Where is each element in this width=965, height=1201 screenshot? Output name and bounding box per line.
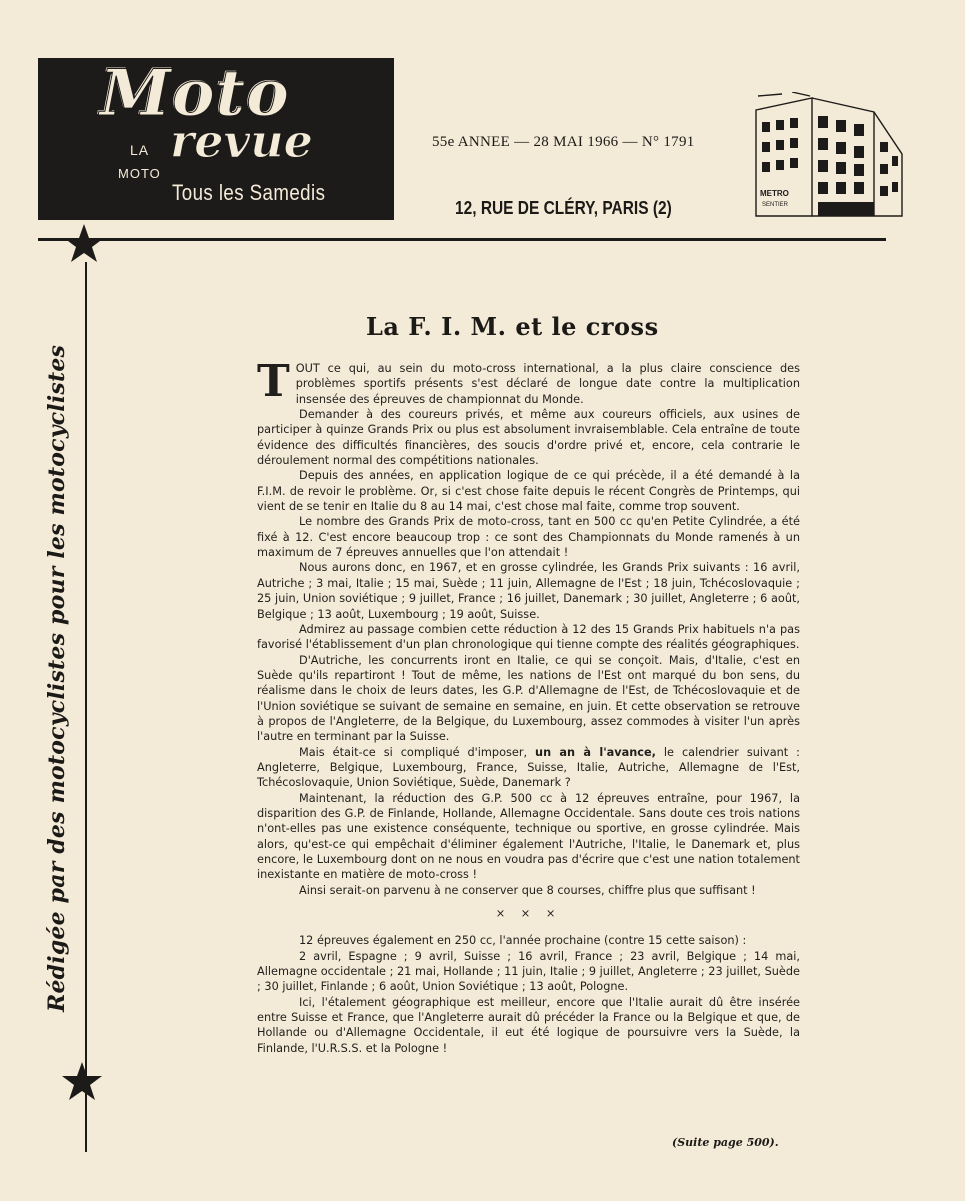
issue-info: 55e ANNEE — 28 MAI 1966 — N° 1791 (432, 134, 695, 150)
continued-note: (Suite page 500). (672, 1136, 779, 1149)
article-paragraph: Ainsi serait-on parvenu à ne conserver que 8 courses, chiffre plus que suffisant ! (299, 883, 756, 897)
masthead-logo (38, 58, 394, 220)
article-paragraph: 12 épreuves également en 250 cc, l'année prochaine (contre 15 cette saison) : (299, 934, 747, 948)
article-paragraph: Maintenant, la réduction des G.P. 500 cc à 12 épreuves entraîne, pour 1967, la disparition des G.P. de Finlande, Hollande, Allemagne Occidentale. Sans doute ces trois nations n'ont-elles pas une existence conséquente, technique ou sportive, en grosse cylindrée. Mais alors, qu'est-ce qui empêchait d'éliminer également l'Autriche, l'Italie, le Danemark et, plus encore, le Luxembourg dont on ne nous en voudra pas d'écrire que c'est une nation totalement inexistante en matière de moto-cross ! (257, 791, 800, 882)
article-paragraph: 2 avril, Espagne ; 9 avril, Suisse ; 16 avril, France ; 23 avril, Belgique ; 14 mai, Allemagne occidentale ; 21 mai, Hollande ; 11 juin, Italie ; 9 juillet, Angleterre ; 23 juillet, Suède ; 30 juillet, Finlande ; 6 août, Union Soviétique ; 13 août, Pologne. (257, 949, 800, 994)
sidebar-slogan: Rédigée par des motocyclistes pour les motocyclistes (44, 344, 70, 1012)
sentier-sign: SENTIER (762, 202, 789, 208)
article-body (257, 356, 800, 1056)
metro-sign: METRO (760, 189, 789, 198)
logo-moto-text: Moto (100, 56, 290, 131)
publisher-address: 12, RUE DE CLÉRY, PARIS (2) (455, 198, 672, 218)
section-separator: × × × (495, 907, 562, 921)
article-paragraph: Admirez au passage combien cette réduction à 12 des 15 Grands Prix habituels n'a pas favorisé l'établissement d'un plan chronologique qui tienne compte des réalités géographiques. (257, 622, 800, 652)
article-paragraph: Mais était-ce si compliqué d'imposer, un an à l'avance, le calendrier suivant : Angleterre, Belgique, Luxembourg, France, Suisse, Italie, Autriche, Allemagne de l'Est, Tchécoslovaquie, Union Soviétique, Suède, Danemark ? (257, 745, 800, 790)
article-title: La F. I. M. et le cross (366, 312, 659, 341)
logo-revue-text: revue (170, 114, 313, 168)
star-ornament-icon (60, 1060, 104, 1104)
side-rule (85, 262, 87, 1152)
logo-moto-small-text: MOTO (118, 166, 161, 181)
star-ornament-icon (62, 222, 106, 266)
emphasis-text: un an à l'avance, (535, 745, 656, 759)
article-paragraph: Nous aurons donc, en 1967, et en grosse cylindrée, les Grands Prix suivants : 16 avril, Autriche ; 3 mai, Italie ; 15 mai, Suède ; 11 juin, Allemagne de l'Est ; 18 juin, Tchécoslovaquie ; 25 juin, Union soviétique ; 9 juillet, France ; 16 juillet, Danemark ; 30 juillet, Angleterre ; 6 août, Belgique ; 13 août, Luxembourg ; 19 août, Suisse. (257, 561, 800, 621)
article-paragraph: Depuis des années, en application logique de ce qui précède, il a été demandé à la F.I.M. de revoir le problème. Or, si c'est chose faite depuis le récent Congrès de Printemps, qui vient de se tenir en Italie du 8 au 14 mai, c'est chose mal faite, comme trop souvent. (257, 469, 800, 514)
header-rule (38, 238, 886, 241)
article-paragraph: D'Autriche, les concurrents iront en Italie, ce qui se conçoit. Mais, d'Italie, c'est en Suède qu'ils repartiront ! Tout de même, les nations de l'Est ont marqué du bon sens, du réalisme dans le choix de leurs dates, les G.P. d'Allemagne de l'Est, de Tchécoslovaquie et de l'Union soviétique se suivant de semaine en semaine, en juin. Et cette observation se retrouve à propos de l'Angleterre, de la Belgique, du Luxembourg, assez commodes à visiter l'un après l'autre en terminant par la Suisse. (257, 653, 800, 744)
article-paragraph: Le nombre des Grands Prix de moto-cross, tant en 500 cc qu'en Petite Cylindrée, a été fixé à 12. C'est encore beaucoup trop : ce sont des Championnats du Monde ramenés à un maximum de 7 épreuves annuelles que l'on attendait ! (257, 515, 800, 560)
article-paragraph: Demander à des coureurs privés, et même aux coureurs officiels, aux usines de participer à quinze Grands Prix ou plus est absolument invraisemblable. Cela entraîne de toute évidence des difficultés financières, des soucis d'ordre privé et, encore, cela contrarie le déroulement normal des compétitions nationales. (257, 408, 800, 468)
masthead-tagline: Tous les Samedis (172, 180, 326, 205)
article-paragraph: Ici, l'étalement géographique est meilleur, encore que l'Italie aurait dû être insérée entre Suisse et France, que l'Angleterre aurait dû précéder la France ou la Belgique et que, de Hollande ou d'Allemagne Occidentale, il eut été logique de poursuivre vers la Suède, la Finlande, l'U.R.S.S. et la Pologne ! (257, 995, 800, 1055)
logo-la-text: LA (130, 142, 150, 158)
building-illustration (752, 92, 910, 220)
article-paragraph: TOUT ce qui, au sein du moto-cross international, a la plus claire conscience des problèmes sportifs présents s'est déclaré de longue date contre la multiplication insensée des épreuves de championnat du Monde. (257, 356, 800, 407)
drop-cap: T (257, 356, 290, 407)
